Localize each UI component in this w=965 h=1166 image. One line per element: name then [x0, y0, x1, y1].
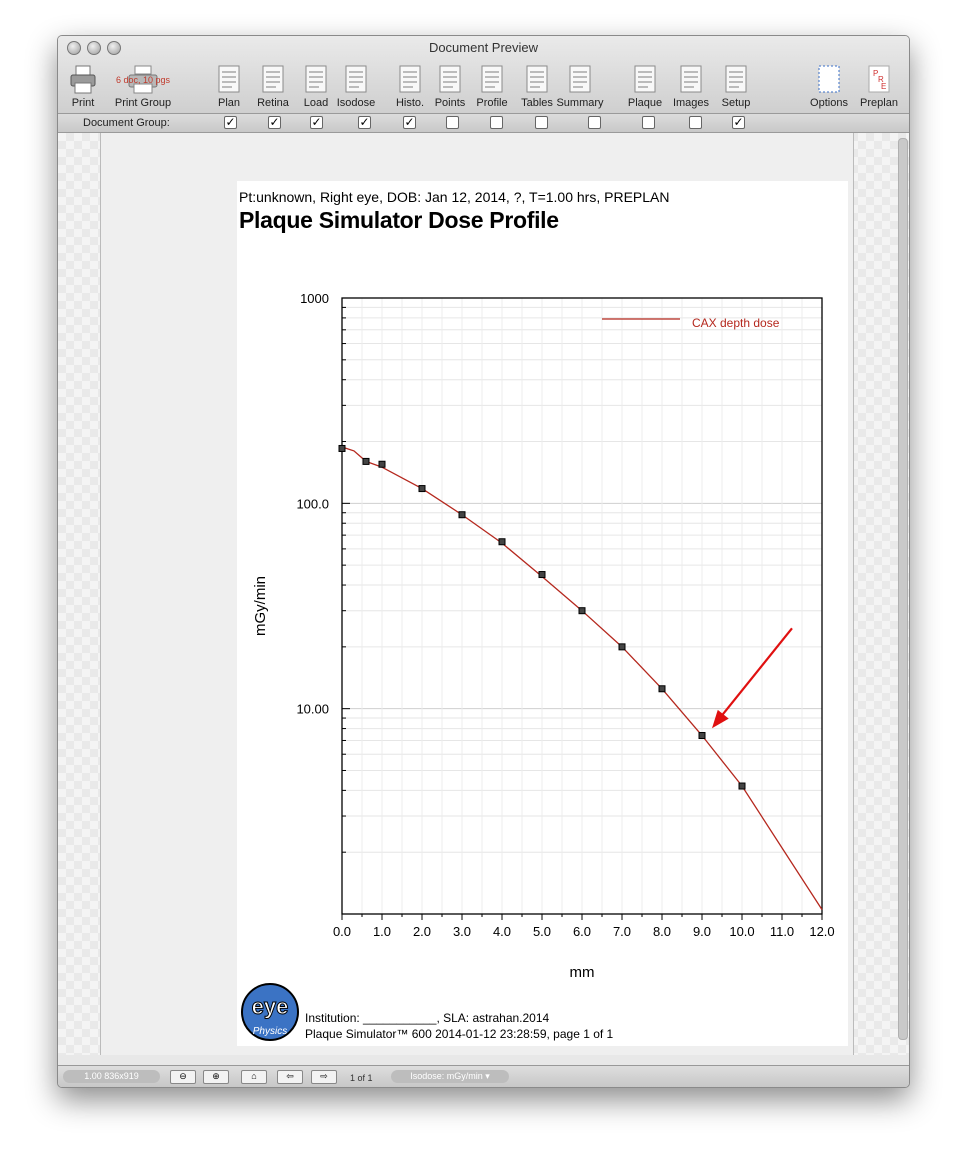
dose-profile-chart — [237, 181, 848, 981]
group-checkbox-images[interactable] — [689, 116, 702, 129]
toolbar-load-button[interactable]: Load — [302, 63, 330, 111]
x-tick-label: 6.0 — [572, 924, 592, 939]
data-point-marker — [539, 572, 545, 578]
data-point-marker — [379, 461, 385, 467]
preplan-page-icon — [866, 63, 892, 95]
x-tick-label: 3.0 — [452, 924, 472, 939]
scrollbar-thumb[interactable] — [898, 138, 908, 1040]
group-checkbox-load[interactable]: ✓ — [311, 115, 322, 129]
group-checkbox-setup[interactable]: ✓ — [733, 115, 744, 129]
isodose-select[interactable]: Isodose: mGy/min ▾ — [391, 1070, 509, 1083]
group-checkbox-plaque[interactable] — [642, 116, 655, 129]
y-axis-label: mGy/min — [252, 576, 269, 636]
data-point-marker — [739, 783, 745, 789]
annotation-arrow-head — [712, 710, 729, 728]
window-title: Document Preview — [428, 40, 539, 55]
document-group-label: Document Group: — [83, 117, 170, 129]
eye-physics-logo — [239, 981, 301, 1043]
preview-area — [58, 133, 909, 1055]
toolbar-points-button[interactable]: Points — [436, 63, 464, 111]
svg-text:R: R — [878, 75, 884, 84]
summary-page-icon — [566, 63, 594, 95]
plaque-page-icon — [631, 63, 659, 95]
tables-page-icon — [523, 63, 551, 95]
data-point-marker — [619, 644, 625, 650]
page-header: Pt:unknown, Right eye, DOB: Jan 12, 2014, ?, T=1.00 hrs, PREPLAN — [239, 189, 670, 205]
group-checkbox-isodose[interactable]: ✓ — [359, 115, 370, 129]
footer-version: Plaque Simulator™ 600 2014-01-12 23:28:59, page 1 of 1 — [305, 1027, 614, 1041]
data-point-marker — [659, 686, 665, 692]
zoom-out-button[interactable]: ⊖ — [170, 1070, 196, 1084]
x-tick-label: 0.0 — [332, 924, 352, 939]
svg-text:eye: eye — [251, 994, 289, 1019]
group-checkbox-summary[interactable] — [588, 116, 601, 129]
options-button[interactable]: Options — [816, 63, 842, 111]
y-tick-label: 10.00 — [296, 701, 329, 717]
data-point-marker — [459, 512, 465, 518]
data-point-marker — [339, 445, 345, 451]
x-axis-label: mm — [569, 964, 595, 981]
x-tick-label: 7.0 — [612, 924, 632, 939]
histo-page-icon — [396, 63, 424, 95]
images-page-icon — [677, 63, 705, 95]
group-checkbox-retina[interactable]: ✓ — [269, 115, 280, 129]
next-page-button[interactable]: ⇨ — [311, 1070, 337, 1084]
annotation-arrow-shaft — [718, 628, 792, 720]
x-tick-label: 10.0 — [729, 924, 755, 939]
points-page-icon — [436, 63, 464, 95]
printer-icon — [68, 63, 98, 95]
group-checkbox-tables[interactable] — [535, 116, 548, 129]
page-indicator: 1 of 1 — [350, 1073, 373, 1083]
svg-text:E: E — [881, 82, 887, 91]
zoom-readout: 1.00 836x919 — [63, 1070, 160, 1083]
options-page-icon — [816, 63, 842, 95]
toolbar-setup-button[interactable]: Setup — [722, 63, 750, 111]
title-bar — [58, 36, 909, 114]
preplan-button[interactable]: P R E Preplan — [866, 63, 892, 111]
toolbar-summary-button[interactable]: Summary — [566, 63, 594, 111]
print-group-button[interactable]: 6 doc, 10 pgs Print Group — [110, 63, 176, 111]
x-tick-label: 1.0 — [372, 924, 392, 939]
legend-label: CAX depth dose — [692, 316, 780, 330]
sheet-background — [100, 133, 854, 1055]
x-tick-label: 9.0 — [692, 924, 712, 939]
toolbar-plaque-button[interactable]: Plaque — [631, 63, 659, 111]
status-bar — [58, 1065, 909, 1088]
toolbar-plan-button[interactable]: Plan — [215, 63, 243, 111]
y-tick-label: 1000 — [300, 291, 329, 306]
data-point-marker — [699, 733, 705, 739]
vertical-scrollbar[interactable] — [896, 136, 907, 1048]
document-group-bar — [58, 114, 909, 133]
toolbar-profile-button[interactable]: Profile — [478, 63, 506, 111]
x-tick-label: 12.0 — [809, 924, 835, 939]
footer-institution: Institution: ___________, SLA: astrahan.2014 — [305, 1011, 550, 1025]
toolbar-isodose-button[interactable]: Isodose — [342, 63, 370, 111]
print-button[interactable]: Print — [68, 63, 98, 111]
document-preview-window — [57, 35, 910, 1088]
document-page — [237, 181, 848, 1046]
data-point-marker — [579, 608, 585, 614]
group-checkbox-profile[interactable] — [490, 116, 503, 129]
group-checkbox-histo[interactable]: ✓ — [404, 115, 415, 129]
x-tick-label: 5.0 — [532, 924, 552, 939]
group-checkbox-points[interactable] — [446, 116, 459, 129]
profile-page-icon — [478, 63, 506, 95]
toolbar-images-button[interactable]: Images — [677, 63, 705, 111]
svg-text:Physics: Physics — [252, 1026, 288, 1037]
group-checkbox-plan[interactable]: ✓ — [225, 115, 236, 129]
data-point-marker — [419, 486, 425, 492]
x-tick-label: 4.0 — [492, 924, 512, 939]
load-page-icon — [302, 63, 330, 95]
x-tick-label: 2.0 — [412, 924, 432, 939]
data-point-marker — [363, 458, 369, 464]
x-tick-label: 8.0 — [652, 924, 672, 939]
home-button[interactable]: ⌂ — [241, 1070, 267, 1084]
plan-page-icon — [215, 63, 243, 95]
toolbar-retina-button[interactable]: Retina — [259, 63, 287, 111]
toolbar-tables-button[interactable]: Tables — [523, 63, 551, 111]
x-tick-label: 11.0 — [769, 924, 795, 939]
svg-text:P: P — [873, 69, 879, 78]
isodose-page-icon — [342, 63, 370, 95]
zoom-in-button[interactable]: ⊕ — [203, 1070, 229, 1084]
y-tick-label: 100.0 — [296, 496, 329, 512]
retina-page-icon — [259, 63, 287, 95]
toolbar-histo-button[interactable]: Histo. — [396, 63, 424, 111]
chevron-down-icon: ▾ — [485, 1071, 490, 1081]
print-group-badge: 6 doc, 10 pgs — [115, 75, 171, 85]
page-title: Plaque Simulator Dose Profile — [239, 207, 559, 233]
setup-page-icon — [722, 63, 750, 95]
previous-page-button[interactable]: ⇦ — [277, 1070, 303, 1084]
data-point-marker — [499, 539, 505, 545]
